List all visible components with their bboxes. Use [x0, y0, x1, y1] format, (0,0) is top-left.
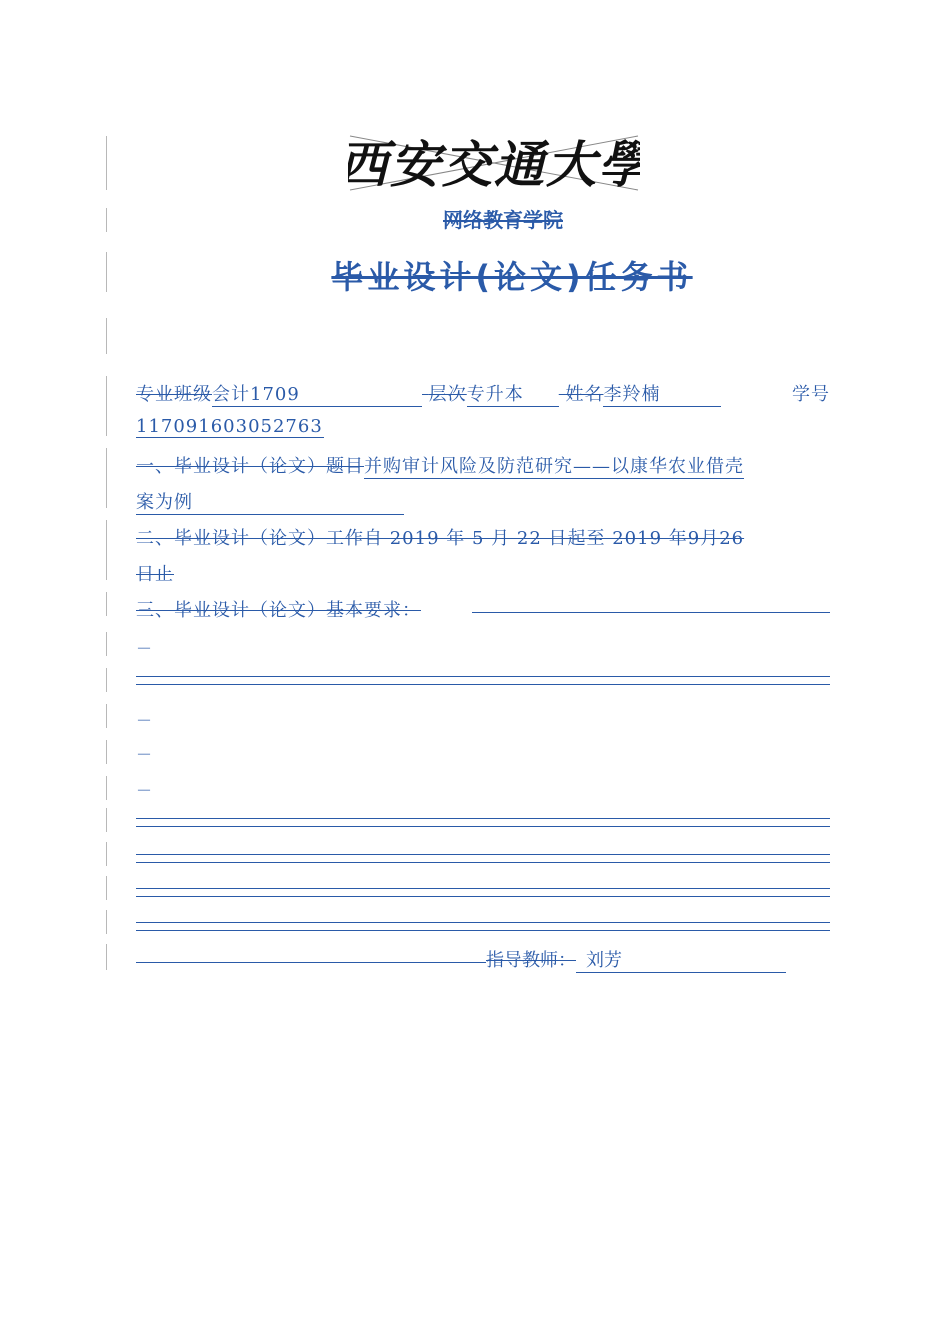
- advisor-name: 刘芳: [576, 946, 786, 973]
- double-rule: [136, 818, 830, 827]
- topic-line-2: [136, 488, 404, 515]
- change-bar: [106, 318, 107, 354]
- change-bar: [106, 740, 107, 764]
- student-id-line: [136, 416, 324, 438]
- change-bar: [106, 376, 107, 436]
- change-bar: [106, 910, 107, 934]
- university-logo-text: 西安交通大學: [348, 135, 640, 194]
- topic-value: 并购审计风险及防范研究——以康华农业借壳: [364, 452, 744, 479]
- work-period-line-2: 日止: [136, 564, 174, 585]
- list-marker: －: [136, 639, 153, 658]
- change-bar: [106, 632, 107, 656]
- student-id-value: 117091603052763: [136, 416, 323, 437]
- major-value: 会计1709: [212, 380, 422, 407]
- change-bar: [106, 704, 107, 728]
- change-bar: [106, 842, 107, 866]
- requirements-underline: [472, 612, 830, 613]
- change-bar: [106, 944, 107, 970]
- level-value: 专升本: [467, 380, 559, 407]
- change-bar: [106, 776, 107, 800]
- student-info-line: [136, 380, 830, 407]
- double-rule: [136, 888, 830, 897]
- major-label: 专业班级: [136, 384, 212, 405]
- change-bar: [106, 592, 107, 616]
- requirements-label: 三、毕业设计（论文）基本要求：: [136, 600, 421, 621]
- change-bar: [106, 668, 107, 692]
- change-bar: [106, 520, 107, 580]
- double-rule: [136, 854, 830, 863]
- id-label: 学号: [792, 384, 830, 405]
- list-marker: －: [136, 781, 153, 800]
- advisor-line: [486, 946, 786, 973]
- list-marker: －: [136, 711, 153, 730]
- topic-line: [136, 452, 830, 479]
- document-title: 毕业设计(论文)任务书: [331, 258, 693, 296]
- advisor-label: 指导教师：: [486, 950, 576, 971]
- level-label: 层次: [428, 384, 467, 405]
- advisor-strike-rule: [136, 962, 486, 963]
- work-period-line: 二、毕业设计（论文）工作自 2019 年 5 月 22 日起至 2019 年9月26: [136, 528, 745, 549]
- institute-name: 网络教育学院: [443, 208, 563, 232]
- double-rule: [136, 676, 830, 685]
- list-marker: －: [136, 745, 153, 764]
- name-label: 姓名: [565, 384, 604, 405]
- change-bar: [106, 876, 107, 900]
- change-bar: [106, 808, 107, 832]
- double-rule: [136, 922, 830, 931]
- topic-value-2: 案为例: [136, 488, 404, 515]
- name-value: 李羚楠: [603, 380, 721, 407]
- university-logo: [348, 130, 640, 196]
- change-bar: [106, 448, 107, 508]
- change-bar: [106, 136, 107, 190]
- topic-label: 一、毕业设计（论文）题目: [136, 456, 364, 477]
